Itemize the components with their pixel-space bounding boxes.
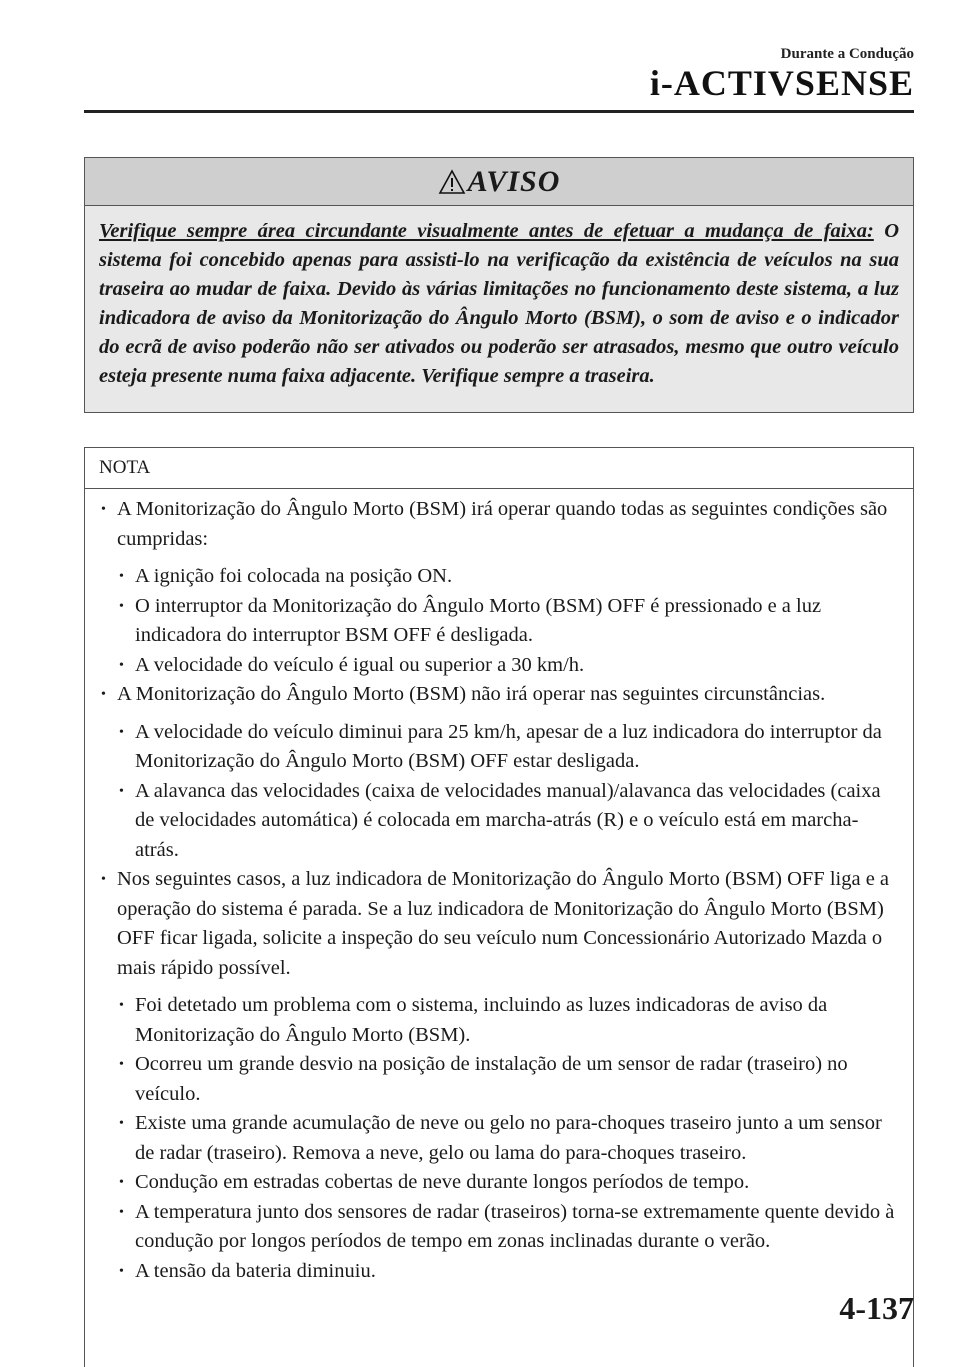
note-item: [117, 562, 899, 592]
running-header-title: i-ACTIVSENSE: [649, 63, 914, 103]
note-item: [117, 1168, 899, 1198]
bullet-icon: •: [119, 1175, 124, 1190]
note-item: [117, 718, 899, 777]
page-number: 4-137: [839, 1290, 914, 1326]
bullet-icon: •: [119, 724, 124, 740]
bullet-icon: •: [119, 783, 124, 799]
warning-triangle-icon: [438, 169, 466, 195]
note-item-text: A velocidade do veículo é igual ou superior a 30 km/h.: [135, 653, 585, 676]
note-item: [99, 680, 899, 710]
bullet-icon: •: [119, 657, 124, 673]
note-item-text: Existe uma grande acumulação de neve ou gelo no para-choques traseiro junto a um sensor de radar (traseiro). Remova a neve, gelo ou lama do para-choques traseiro.: [135, 1112, 882, 1164]
warning-text: O sistema foi concebido apenas para assisti-lo na verificação da existência de veículos na sua traseira ao mudar de faixa. Devido às várias limitações no funcionamento deste sistema, a luz indicadora de aviso da Monitorização do Ângulo Morto (BSM), o som de aviso e o indicador do ecrã de aviso poderão não ser ativados ou poderão ser atrasados, mesmo que outro veículo esteja presente numa faixa adjacente. Verifique sempre a traseira.: [99, 220, 899, 387]
note-item-text: Foi detetado um problema com o sistema, incluindo as luzes indicadoras de aviso da Monitorização do Ângulo Morto (BSM).: [135, 994, 828, 1046]
note-body: [85, 489, 913, 1286]
bullet-icon: •: [101, 502, 106, 517]
warning-title: AVISO: [467, 164, 561, 198]
note-item-text: A Monitorização do Ângulo Morto (BSM) irá operar quando todas as seguintes condições são cumpridas:: [117, 498, 888, 550]
header-rule: [84, 110, 914, 113]
note-item-text: Ocorreu um grande desvio na posição de instalação de um sensor de radar (traseiro) no veículo.: [135, 1053, 848, 1105]
bullet-icon: •: [119, 598, 124, 614]
note-item: [99, 865, 899, 983]
note-item: [117, 651, 899, 681]
note-item: [117, 592, 899, 651]
bullet-icon: •: [119, 998, 124, 1013]
note-item-text: Condução em estradas cobertas de neve durante longos períodos de tempo.: [135, 1171, 750, 1193]
note-item-text: O interruptor da Monitorização do Ângulo Morto (BSM) OFF é pressionado e a luz indicadora do interruptor BSM OFF é desligada.: [135, 594, 822, 646]
note-item: [117, 1050, 899, 1109]
bullet-icon: •: [119, 1057, 124, 1072]
note-item: [117, 777, 899, 866]
note-item-text: A velocidade do veículo diminui para 25 km/h, apesar de a luz indicadora do interruptor da Monitorização do Ângulo Morto (BSM) OFF estar desligada.: [135, 720, 882, 772]
note-item-text: A alavanca das velocidades (caixa de velocidades manual)/alavanca das velocidades (caixa de velocidades automática) é colocada em marcha-atrás (R) e o veículo está em marcha-atrás.: [135, 779, 881, 861]
note-item: [117, 1109, 899, 1168]
warning-header: [85, 158, 913, 206]
warning-box: [84, 157, 914, 413]
note-item: [117, 991, 899, 1050]
bullet-icon: •: [101, 872, 106, 887]
note-header: NOTA: [85, 448, 913, 489]
bullet-icon: •: [101, 687, 106, 702]
bullet-icon: •: [119, 1116, 124, 1131]
warning-body: [85, 206, 913, 391]
warning-lead: Verifique sempre área circundante visualmente antes de efetuar a mudança de faixa:: [99, 220, 874, 242]
note-item-text: A tensão da bateria diminuiu.: [135, 1259, 376, 1282]
note-item: [117, 1257, 899, 1287]
note-item-text: Nos seguintes casos, a luz indicadora de Monitorização do Ângulo Morto (BSM) OFF liga e a operação do sistema é parada. Se a luz indicadora de Monitorização do Ângulo Morto (BSM) OFF ficar ligada, solicite a inspeção do seu veículo num Concessionário Autorizado Mazda o mais rápido possível.: [117, 868, 890, 979]
bullet-icon: •: [119, 1204, 124, 1220]
note-item-text: A Monitorização do Ângulo Morto (BSM) não irá operar nas seguintes circunstâncias.: [117, 683, 826, 705]
bullet-icon: •: [119, 1263, 124, 1279]
note-item-text: A temperatura junto dos sensores de radar (traseiros) torna-se extremamente quente devido à condução por longos períodos de tempo em zonas inclinadas durante o verão.: [135, 1200, 895, 1252]
note-box: [84, 447, 914, 1367]
note-item: [99, 495, 899, 554]
note-item: [117, 1198, 899, 1257]
running-header-section: Durante a Condução: [780, 46, 914, 62]
note-item-text: A ignição foi colocada na posição ON.: [135, 565, 453, 587]
bullet-icon: •: [119, 569, 124, 584]
